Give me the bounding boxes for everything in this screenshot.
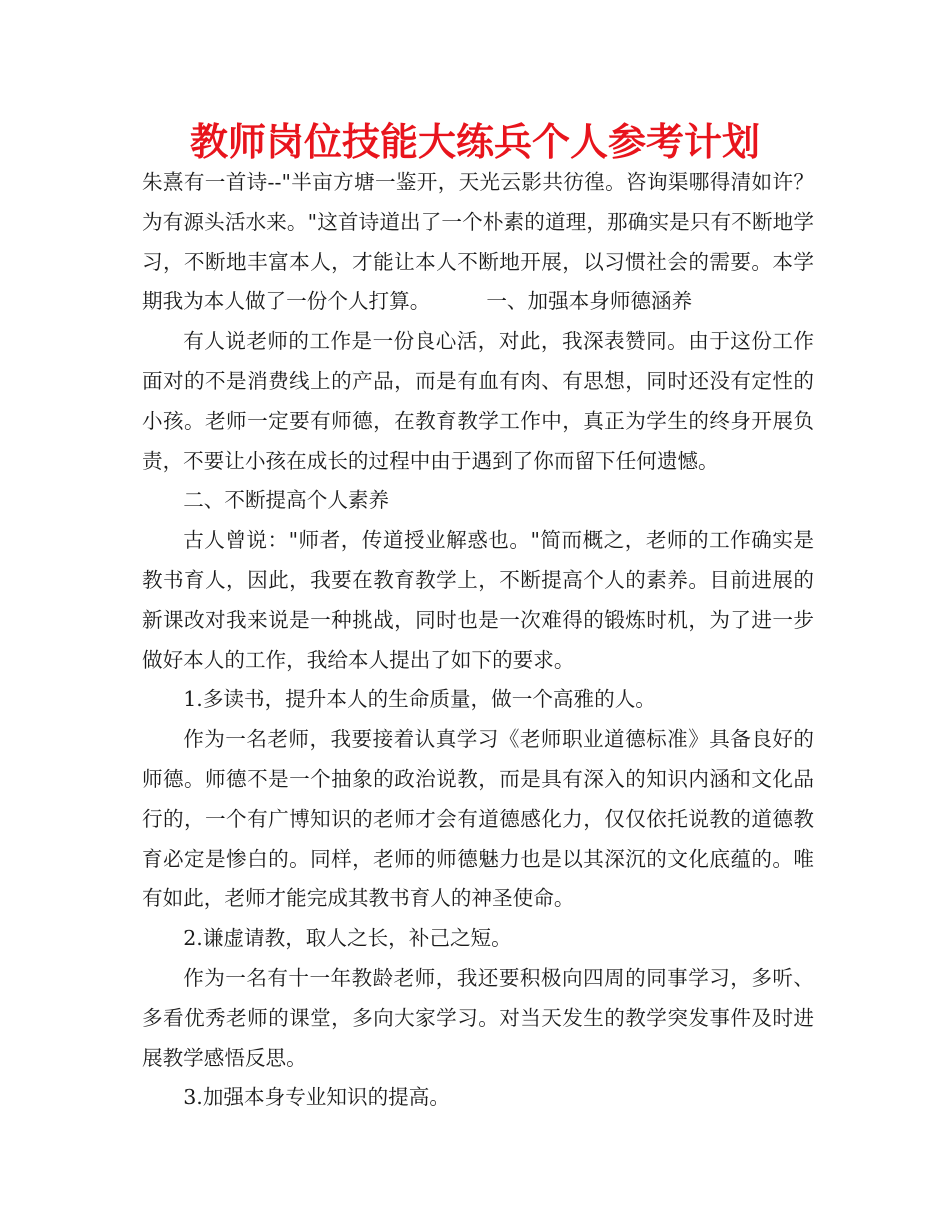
document-body xyxy=(142,163,814,1118)
list-item-3: 3.加强本身专业知识的提高。 xyxy=(183,1085,450,1110)
document-title: 教师岗位技能大练兵个人参考计划 xyxy=(189,120,760,164)
paragraph-quality: 古人曾说："师者，传道授业解惑也。"简而概之，老师的工作确实是教书育人，因此，我要在教育教学上，不断提高个人的素养。目前进展的新课改对我来说是一种挑战，同时也是一次难得的锻炼时机，为了进一步做好本人的工作，我给本人提出了如下的要求。 xyxy=(142,528,814,672)
paragraph-reading: 作为一名老师，我要接着认真学习《老师职业道德标准》具备良好的师德。师德不是一个抽象的政治说教，而是具有深入的知识内涵和文化品行的，一个有广博知识的老师才会有道德感化力，仅仅依托说教的道德教育必定是惨白的。同样，老师的师德魅力也是以其深沉的文化底蕴的。唯有如此，老师才能完成其教书育人的神圣使命。 xyxy=(142,727,814,911)
section-heading-1: 一、加强本身师德涵养 xyxy=(486,289,693,314)
list-item-1: 1.多读书，提升本人的生命质量，做一个高雅的人。 xyxy=(183,687,656,712)
intro-paragraph xyxy=(142,163,814,322)
list-item-2: 2.谦虚请教，取人之长，补己之短。 xyxy=(183,926,512,951)
paragraph-ethics: 有人说老师的工作是一份良心活，对此，我深表赞同。由于这份工作面对的不是消费线上的产品，而是有血有肉、有思想，同时还没有定性的小孩。老师一定要有师德，在教育教学工作中，真正为学生的终身开展负责，不要让小孩在成长的过程中由于遇到了你而留下任何遗憾。 xyxy=(142,329,814,473)
intro-lead-text: 朱熹有一首诗--"半亩方塘一鉴开，天光云影共彷徨。咨询渠哪得清如许？为有源头活水来。"这首诗道出了一个朴素的道理，那确实是只有不断地学习，不断地丰富本人，才能让本人不断地开展，以习惯社会的需要。本学期我为本人做了一份个人打算。 xyxy=(142,170,814,314)
paragraph-learning: 作为一名有十一年教龄老师，我还要积极向四周的同事学习，多听、多看优秀老师的课堂，多向大家学习。对当天发生的教学突发事件及时进展教学感悟反思。 xyxy=(142,965,814,1070)
section-heading-2: 二、不断提高个人素养 xyxy=(183,488,390,513)
